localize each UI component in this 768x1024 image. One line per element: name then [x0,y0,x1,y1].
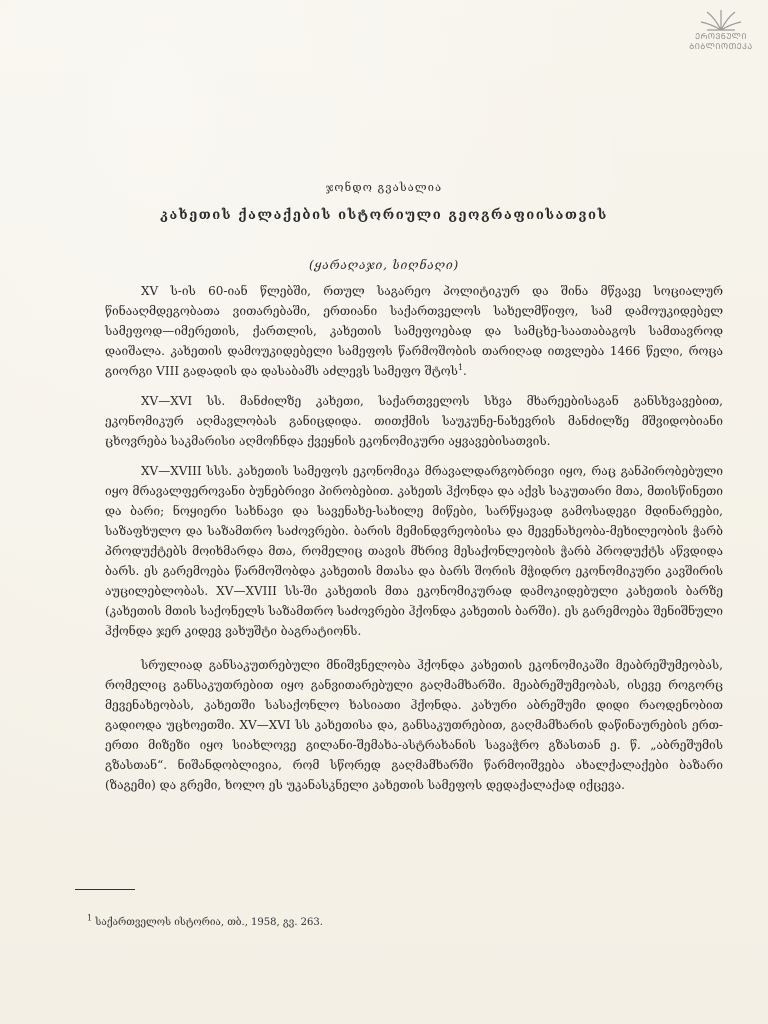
footnote [87,913,687,930]
article-subtitle: (ყარაღაჯი, სიღნაღი) [308,258,460,272]
paragraph: XV ს-ის 60-იან წლებში, რთულ საგარეო პოლიტიკურ და შინა მწვავე სოციალურ წინააღმდეგობათა ვითარებაში, ერთიანი საქართველოს სახელმწიფო, სამ დამოუკიდებელ სამეფოდ—იმერეთის, ქართლის, კახეთის სამეფოებად და სამცხე-საათაბაგოს სამთავროდ დაიშალა. კახეთის დამოუკიდებელი სამეფოს წარმოშობის თარიღად ითვლება 1466 წელი, როცა გიორგი VIII გადადის და დასაბამს აძლევს სამეფო შტოს$^1$. [105,284,723,378]
footnote-divider [75,889,135,890]
paragraph: XV—XVI სს. მანძილზე კახეთი, საქართველოს სხვა მხარეებისაგან განსხვავებით, ეკონომიკურ აღმავლობას განიცდიდა. თითქმის საუკუნე-ნახევრის მანძილზე მშვიდობიანი ცხოვრება საკმარისი აღმოჩნდა ქვეყნის ეკონომიკური აყვავებისათვის. [105,394,723,448]
library-logo [686,4,756,52]
logo-line-2: ᲑᲘᲑᲚᲘᲝᲗᲔᲙᲐ [689,42,753,51]
paragraph: XV—XVIII სსს. კახეთის სამეფოს ეკონომიკა მრავალდარგობრივი იყო, რაც განპირობებული იყო მრავალფეროვანი ბუნებრივი პირობებით. კახეთს ჰქონდა და აქვს საკუთარი მთა, მთისწინეთი და ბარი; ნოყიერი სახნავი და სავენახე-სახილე მიწები, სარწყავად გამოსადეგი მდინარეები, საზაფხულო და საზამთრო საძოვრები. ბარის მემინდვრეობისა და მევენახეობა-მეხილეობის ჭარბ პროდუქტებს მოიხმარდა მთა, რომელიც თავის მხრივ მესაქონლეობის ჭარბ პროდუქტს აწვდიდა ბარს. ეს გარემოება წარმოშობდა კახეთის მთასა და ბარს შორის მჭიდრო ეკონომიკური კავშირის აუცილებლობას. XV—XVIII სს-ში კახეთის მთა ეკონომიკურად დამოკიდებული კახეთის ბარზე (კახეთის მთის საქონელს საზამთრო საძოვრები ჰქონდა კახეთის ბარში). ეს გარემოება შენიშნული ჰქონდა ჯერ კიდევ ვახუშტი ბაგრატიონს. [105,464,723,638]
paragraph-text: XV ს-ის 60-იან წლებში, რთულ საგარეო პოლიტიკურ და შინა მწვავე სოციალურ წინააღმდეგობათა ვითარებაში, ერთიანი საქართველოს სახელმწიფო, სამ დამოუკიდებელ სამეფოდ—იმერეთის, ქართლის, კახეთის სამეფოებად და სამცხე-საათაბაგოს სამთავროდ დაიშალა. კახეთის დამოუკიდებელი სამეფოს წარმოშობის თარიღად ითვლება 1466 წელი, როცა გიორგი VIII გადადის და დასაბამს აძლევს სამეფო შტოს [105,284,723,378]
library-logo-icon [697,4,745,32]
footnote-number: 1 [87,913,93,923]
article-title: კახეთის ქალაქების ისტორიული გეოგრაფიისათვის [160,208,608,223]
paragraph: სრულიად განსაკუთრებული მნიშვნელობა ჰქონდა კახეთის ეკონომიკაში მეაბრეშუმეობას, რომელიც განსაკუთრებით იყო განვითარებული გაღმამხარში. მეაბრეშუმეობას, ისევე როგორც მევენახეობას, კახეთში სასაქონლო ხასიათი ჰქონდა. კახური აბრეშუმი დიდი რაოდენობით გადიოდა უცხოეთში. XV—XVI სს კახეთისა და, განსაკუთრებით, გაღმამხარის დაწინაურების ერთ-ერთი მიზეზი იყო სიახლოვე გილანი-შემახა-ასტრახანის სავაჭრო გზასთან ე. წ. „აბრეშუმის გზასთან“. ნიშანდობლივია, რომ სწორედ გაღმამხარში წარმოიშვება ახალქალაქები ბაზარი (ზაგემი) და გრემი, ხოლო ეს უკანასკნელი კახეთის სამეფოს დედაქალაქად იქცევა. [105,658,723,792]
footnote-reference: 1 [457,363,464,372]
article-body [105,281,723,805]
logo-line-1: ᲔᲠᲝᲕᲜᲣᲚᲘ [695,32,747,41]
footnote-text: საქართველოს ისტორია, თბ., 1958, გვ. 263. [95,917,323,928]
author-name: ჯონდო გვასალია [325,181,443,194]
